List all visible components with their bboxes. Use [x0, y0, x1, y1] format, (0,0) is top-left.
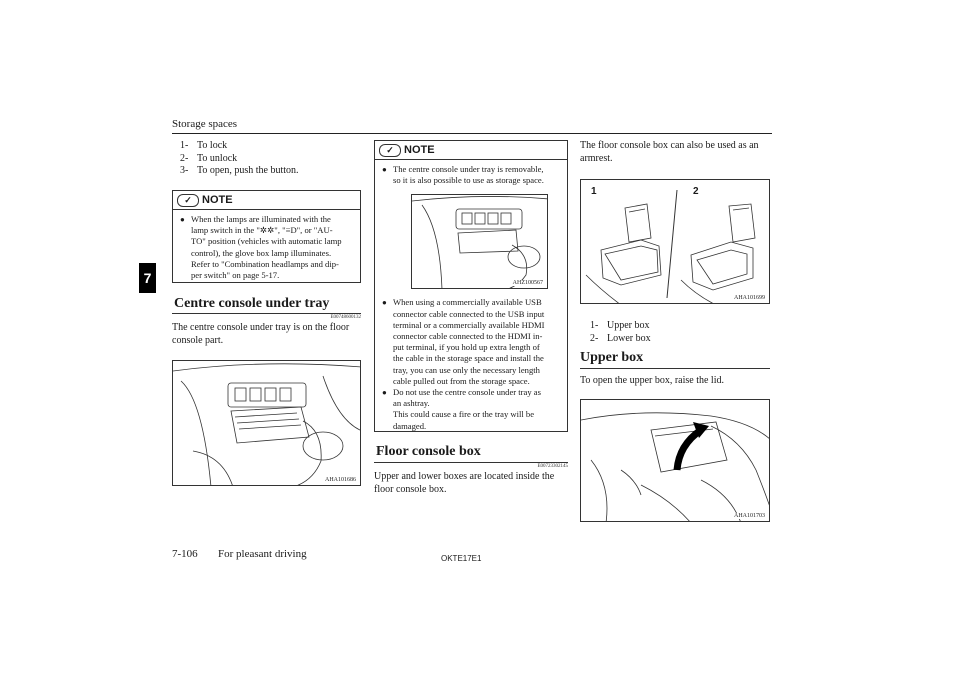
note-bullet: ● The centre console under tray is removable, so it is also possible to use as storage space.	[382, 164, 544, 186]
section-rule	[580, 368, 770, 369]
note-header: ✓ NOTE	[173, 191, 360, 210]
console-boxes-illustration	[581, 180, 770, 304]
list-item: 1- Upper box	[590, 320, 650, 331]
chapter-tab: 7	[139, 263, 156, 293]
header-rule	[172, 133, 772, 134]
section-title-upper-box: Upper box	[580, 350, 644, 365]
note-header: ✓ NOTE	[375, 141, 567, 160]
section-title-centre-console: Centre console under tray	[174, 296, 330, 311]
section-code: E00748600132	[330, 315, 361, 320]
figure-label: AHA101699	[734, 295, 765, 301]
section-rule	[374, 462, 568, 463]
bullet-icon: ●	[382, 165, 387, 174]
figure-tray-removed	[411, 194, 548, 289]
note-bullet: ● When the lamps are illuminated with the lamp switch in the "✲✲", "≡D", or "AU- TO" position (vehicles with automatic lamp control), the glove box lamp illuminates. Refer to "Combination headlamps and dip- per switch" on page 5-17.	[180, 214, 342, 281]
figure-number-1: 1	[591, 186, 597, 197]
upper-box-para: To open the upper box, raise the lid.	[580, 375, 724, 386]
armrest-para: The floor console box can also be used as an armrest.	[580, 140, 759, 164]
bullet-icon: ●	[180, 215, 185, 224]
list-item: 2- To unlock	[180, 152, 238, 164]
section-title-floor-console: Floor console box	[376, 444, 481, 459]
footer-code: OKTE17E1	[441, 554, 482, 563]
centre-console-para: The centre console under tray is on the floor console part.	[172, 322, 350, 346]
figure-upper-box-lid	[580, 399, 770, 522]
box-list	[590, 320, 770, 345]
footer-section: For pleasant driving	[218, 548, 307, 560]
note-bullet: ● When using a commercially available USB connector cable connected to the USB input terminal or a commercially available HDMI connector cable connected to the HDMI in- put terminal, if you hold up extra length of the cable in the storage space and install the tray, you can use only the necessary length cable pulled out from the storage space.	[382, 297, 545, 386]
note-bullet: ● Do not use the centre console under tray as an ashtray. This could cause a fire or the tray will be damaged.	[382, 387, 541, 431]
console-tray-illustration	[173, 361, 361, 486]
check-icon: ✓	[379, 144, 401, 157]
list-item: 1- To lock	[180, 140, 228, 151]
list-item: 3- To open, push the button.	[180, 165, 299, 176]
figure-floor-console-boxes	[580, 179, 770, 304]
section-code: E00723302145	[537, 464, 568, 469]
page-header-title: Storage spaces	[172, 118, 238, 130]
upper-box-illustration	[581, 400, 770, 522]
list-item: 2- Lower box	[590, 332, 651, 344]
floor-console-para: Upper and lower boxes are located inside the floor console box.	[374, 471, 555, 495]
tray-illustration	[412, 195, 548, 289]
figure-label: AHA101686	[325, 477, 356, 483]
figure-centre-console-tray	[172, 360, 361, 486]
lock-list	[180, 140, 360, 178]
section-rule	[172, 313, 361, 314]
figure-label: AHZ100567	[512, 280, 543, 287]
bullet-icon: ●	[382, 388, 387, 398]
check-icon: ✓	[177, 194, 199, 207]
note-box-tray	[374, 140, 568, 432]
bullet-icon: ●	[382, 298, 387, 308]
figure-label: AHA101703	[734, 513, 765, 519]
page-number: 7-106	[172, 548, 198, 560]
figure-number-2: 2	[693, 186, 699, 197]
note-box-glove	[172, 190, 361, 283]
